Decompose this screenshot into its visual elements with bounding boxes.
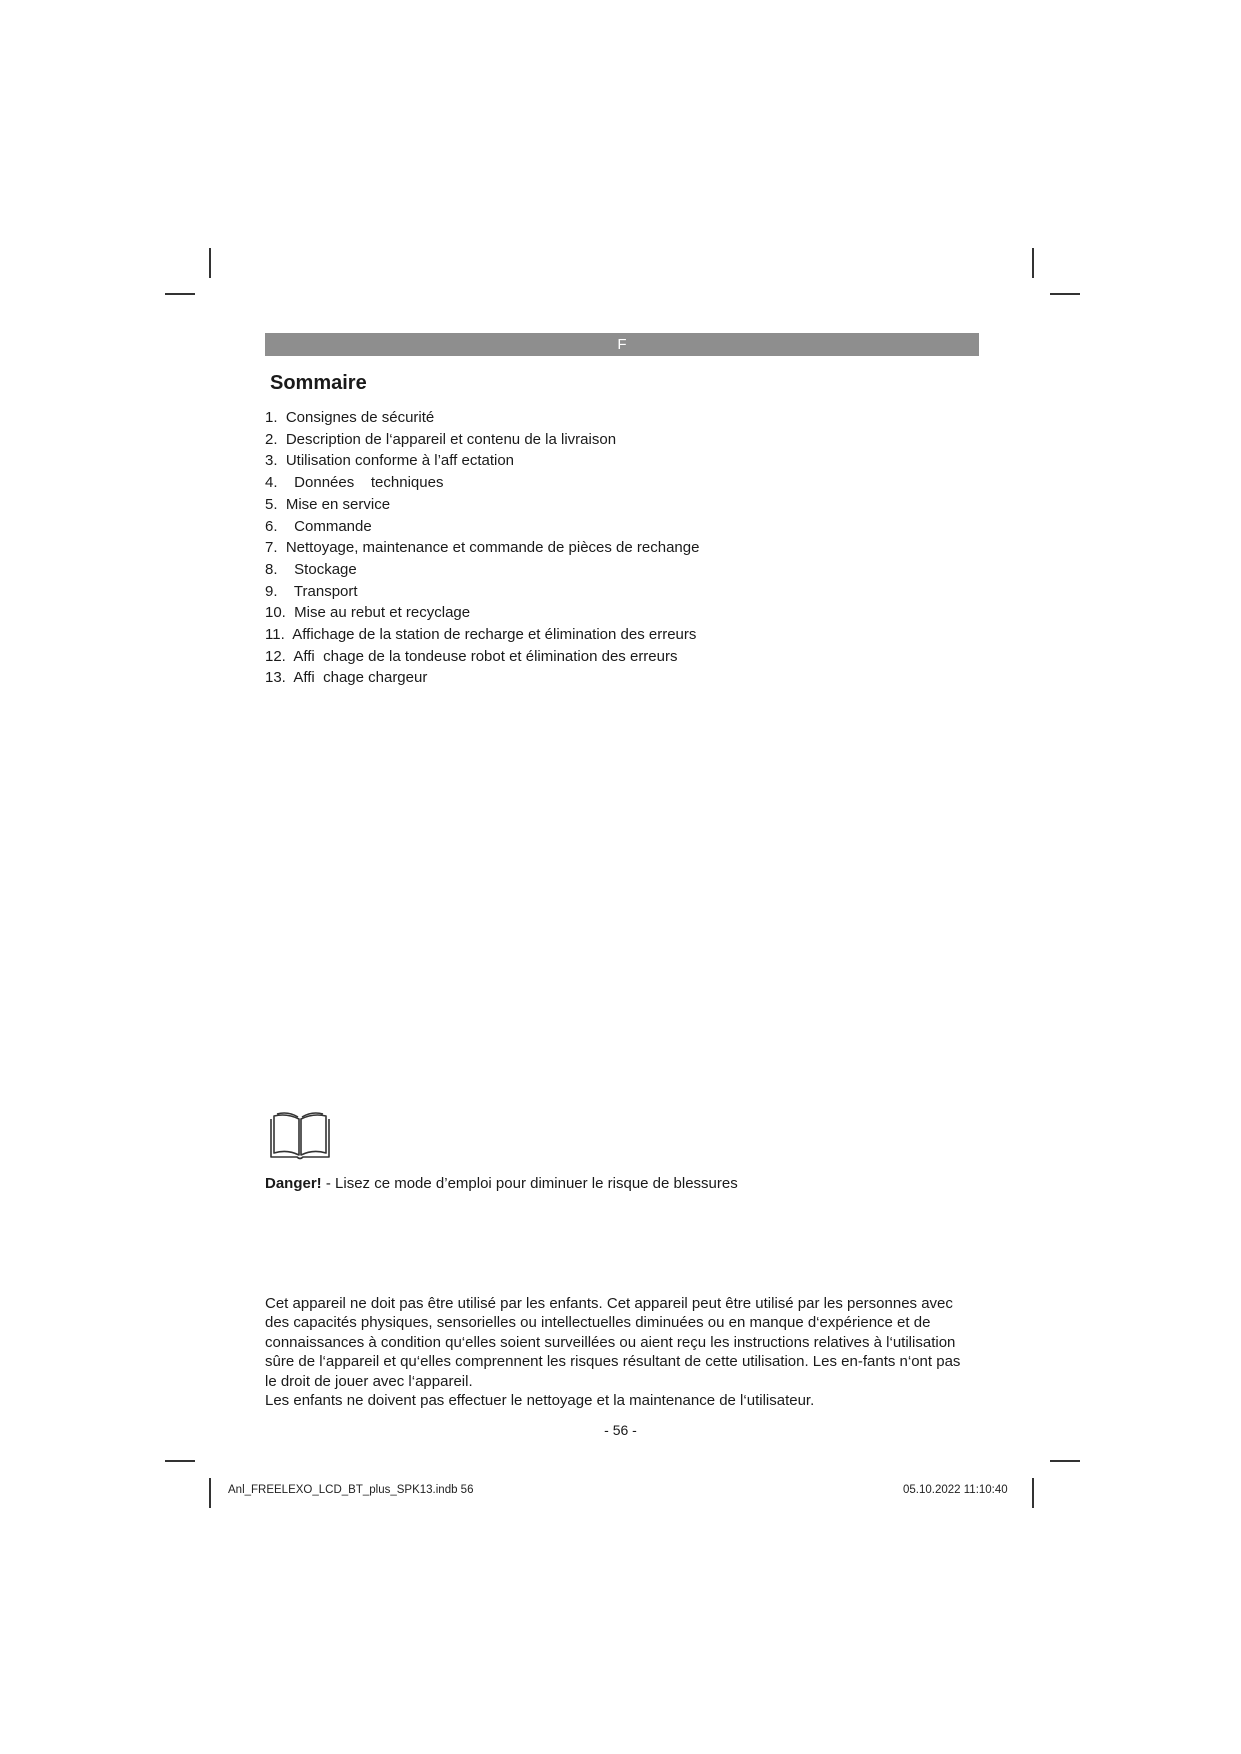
crop-mark-bottom-left-vertical <box>209 1478 211 1508</box>
toc-item: 9. Transport <box>265 582 358 600</box>
toc-item: 10. Mise au rebut et recyclage <box>265 604 471 622</box>
danger-warning <box>265 1175 738 1192</box>
safety-text: Cet appareil ne doit pas être utilisé par les enfants. Cet appareil peut être utilisé par les personnes avec des capacités physiques, sensorielles ou intellectuelles diminuées ou en manque d‘expérience et de connaissances à condition qu‘elles soient surveillées ou aient reçu les instructions relatives à l‘utilisation sûre de l‘appareil et qu‘elles comprennent les risques résultant de cette utilisation. Les en-fants n‘ont pas le droit de jouer avec l‘appareil. <box>265 1295 961 1390</box>
danger-text: - Lisez ce mode d’emploi pour diminuer le risque de blessures <box>321 1175 738 1192</box>
language-header-bar <box>265 333 979 356</box>
crop-mark-bottom-left-horizontal <box>165 1460 195 1462</box>
toc-item: 11. Affichage de la station de recharge et élimination des erreurs <box>265 626 697 644</box>
safety-text-children: Les enfants ne doivent pas effectuer le nettoyage et la maintenance de l‘utilisateur. <box>265 1392 815 1410</box>
slug-filename: Anl_FREELEXO_LCD_BT_plus_SPK13.indb 56 <box>228 1484 474 1496</box>
toc-item: 4. Données techniques <box>265 474 444 492</box>
toc-item: 1. Consignes de sécurité <box>265 409 435 426</box>
page-title: Sommaire <box>270 372 367 394</box>
toc-item: 12. Affi chage de la tondeuse robot et élimination des erreurs <box>265 647 678 665</box>
crop-mark-top-right-horizontal <box>1050 293 1080 295</box>
slug-timestamp: 05.10.2022 11:10:40 <box>903 1484 1008 1496</box>
toc-item: 5. Mise en service <box>265 495 391 513</box>
toc-item: 8. Stockage <box>265 560 357 578</box>
toc-item: 13. Affi chage chargeur <box>265 669 428 687</box>
crop-mark-bottom-right-vertical <box>1032 1478 1034 1508</box>
danger-label: Danger! <box>265 1175 322 1192</box>
crop-mark-top-left-horizontal <box>165 293 195 295</box>
crop-mark-top-left-vertical <box>209 248 211 278</box>
toc-item: 2. Description de l‘appareil et contenu de la livraison <box>265 430 617 448</box>
language-code: F <box>617 336 627 353</box>
toc-item: 3. Utilisation conforme à l’aff ectation <box>265 452 515 470</box>
book-icon <box>267 1111 333 1161</box>
toc-item: 7. Nettoyage, maintenance et commande de pièces de rechange <box>265 539 700 557</box>
page-number: - 56 - <box>604 1422 637 1438</box>
table-of-contents <box>265 407 699 689</box>
safety-paragraph <box>265 1294 965 1410</box>
crop-mark-bottom-right-horizontal <box>1050 1460 1080 1462</box>
crop-mark-top-right-vertical <box>1032 248 1034 278</box>
toc-item: 6. Commande <box>265 517 372 535</box>
